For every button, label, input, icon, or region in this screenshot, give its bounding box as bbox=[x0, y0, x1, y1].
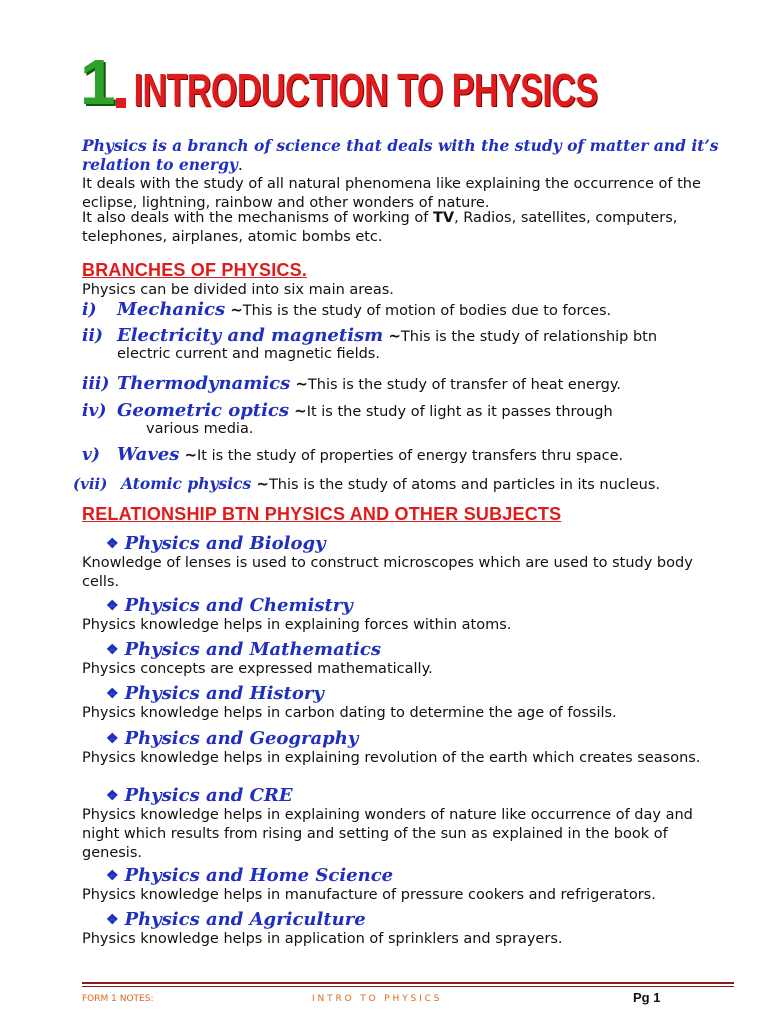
diamond-bullet-icon: ❖ bbox=[106, 597, 119, 614]
branch-tilde: ~ bbox=[256, 475, 269, 493]
relationship-text: Physics knowledge helps in explaining wonders of nature like occurrence of day and night which results from rising and setting of the sun as explained in the book of genesis. bbox=[82, 807, 693, 861]
branch-desc-cont: various media. bbox=[146, 421, 254, 437]
branch-item bbox=[82, 400, 732, 437]
intro-paragraph-2 bbox=[82, 209, 732, 247]
relationship-title bbox=[82, 785, 732, 806]
relationship-text: Physics knowledge helps in manufacture of pressure cookers and refrigerators. bbox=[82, 887, 656, 903]
intro-lead-text: Physics is a branch of science that deals with the study of matter and it’s relation to energy bbox=[82, 136, 719, 174]
chapter-title bbox=[80, 46, 598, 118]
relationship-title bbox=[82, 683, 732, 704]
branch-term: Thermodynamics bbox=[117, 373, 291, 394]
branch-desc-cont: electric current and magnetic fields. bbox=[117, 346, 380, 362]
branch-item bbox=[82, 325, 732, 362]
relationship-text: Physics knowledge helps in carbon dating to determine the age of fossils. bbox=[82, 705, 617, 721]
branch-item bbox=[82, 373, 732, 394]
branch-number: iv) bbox=[82, 401, 107, 421]
diamond-bullet-icon: ❖ bbox=[106, 787, 119, 804]
relationship-title-text: Physics and Mathematics bbox=[124, 639, 381, 660]
branch-number: iii) bbox=[82, 374, 110, 394]
branch-term: Waves bbox=[117, 444, 180, 465]
chapter-dot bbox=[116, 98, 126, 108]
relationship-text: Knowledge of lenses is used to construct microscopes which are used to study body cells. bbox=[82, 555, 693, 590]
branch-desc: This is the study of relationship btn bbox=[400, 329, 658, 345]
branch-desc: It is the study of properties of energy transfers thru space. bbox=[197, 448, 624, 464]
diamond-bullet-icon: ❖ bbox=[106, 911, 119, 928]
footer-rule-top bbox=[82, 982, 734, 984]
branch-item bbox=[82, 444, 732, 465]
footer-left: FORM 1 NOTES: bbox=[82, 994, 154, 1004]
relationship-title-text: Physics and History bbox=[124, 683, 324, 704]
diamond-bullet-icon: ❖ bbox=[106, 730, 119, 747]
relationship-item bbox=[82, 728, 732, 768]
relationship-text: Physics knowledge helps in explaining revolution of the earth which creates seasons. bbox=[82, 750, 701, 766]
branches-heading: BRANCHES OF PHYSICS. bbox=[82, 260, 308, 280]
relationship-text: Physics concepts are expressed mathematically. bbox=[82, 661, 433, 677]
branch-desc: It is the study of light as it passes through bbox=[306, 404, 613, 420]
relationship-title-text: Physics and Home Science bbox=[124, 865, 394, 886]
branch-desc: This is the study of atoms and particles in its nucleus. bbox=[268, 477, 661, 493]
intro-p2-bold: TV bbox=[432, 210, 455, 226]
relationship-item bbox=[82, 865, 732, 905]
relationship-text: Physics knowledge helps in application of sprinklers and sprayers. bbox=[82, 931, 563, 947]
relationship-title-text: Physics and CRE bbox=[124, 785, 293, 806]
diamond-bullet-icon: ❖ bbox=[106, 867, 119, 884]
branch-desc: This is the study of motion of bodies due to forces. bbox=[242, 303, 612, 319]
relationship-title-text: Physics and Geography bbox=[124, 728, 359, 749]
branch-term: Mechanics bbox=[117, 299, 226, 320]
diamond-bullet-icon: ❖ bbox=[106, 641, 119, 658]
branch-tilde: ~ bbox=[184, 446, 198, 464]
relationship-heading: RELATIONSHIP BTN PHYSICS AND OTHER SUBJECTS bbox=[82, 504, 562, 524]
branch-tilde: ~ bbox=[294, 402, 307, 420]
footer-center: I N T R O T O P H Y S I C S bbox=[312, 994, 440, 1004]
branch-number: (vii) bbox=[73, 475, 108, 493]
diamond-bullet-icon: ❖ bbox=[106, 685, 119, 702]
branch-tilde: ~ bbox=[230, 301, 243, 319]
relationship-item bbox=[82, 533, 732, 592]
intro-p2-end: , Radios, satellites, computers, telephones, airplanes, atomic bombs etc. bbox=[82, 210, 678, 245]
relationship-item bbox=[82, 909, 732, 949]
chapter-heading: INTRODUCTION TO PHYSICS bbox=[133, 65, 598, 117]
intro-paragraph-1: It deals with the study of all natural phenomena like explaining the occurrence of the eclipse, lightning, rainbow and other wonders of nature. bbox=[82, 176, 701, 211]
relationship-title-text: Physics and Chemistry bbox=[124, 595, 353, 616]
relationship-title bbox=[82, 639, 732, 660]
relationship-title bbox=[82, 595, 732, 616]
intro-lead-period: . bbox=[237, 156, 243, 174]
relationship-item bbox=[82, 683, 732, 723]
intro-p2-start: It also deals with the mechanisms of working of bbox=[82, 210, 433, 226]
relationship-title-text: Physics and Agriculture bbox=[124, 909, 366, 930]
branch-item bbox=[82, 299, 732, 320]
relationship-item bbox=[82, 595, 732, 635]
branch-term: Geometric optics bbox=[117, 400, 290, 421]
branch-item bbox=[73, 474, 733, 493]
branch-tilde: ~ bbox=[388, 327, 401, 345]
branch-desc: This is the study of transfer of heat energy. bbox=[307, 377, 621, 393]
relationship-title bbox=[82, 865, 732, 886]
relationship-title bbox=[82, 909, 732, 930]
branch-number: ii) bbox=[82, 326, 103, 346]
footer-rule-bottom bbox=[82, 986, 734, 987]
branches-intro: Physics can be divided into six main areas. bbox=[82, 282, 394, 298]
branch-number: v) bbox=[82, 445, 100, 465]
relationship-item bbox=[82, 639, 732, 679]
chapter-number: 1 bbox=[80, 46, 114, 118]
branch-tilde: ~ bbox=[295, 375, 308, 393]
branch-term: Atomic physics bbox=[121, 474, 252, 493]
page-number: Pg 1 bbox=[633, 990, 661, 1005]
relationship-title-text: Physics and Biology bbox=[124, 533, 326, 554]
relationship-item bbox=[82, 785, 732, 863]
relationship-title bbox=[82, 728, 732, 749]
diamond-bullet-icon: ❖ bbox=[106, 535, 119, 552]
branch-term: Electricity and magnetism bbox=[117, 325, 384, 346]
branch-number: i) bbox=[82, 300, 97, 320]
relationship-title bbox=[82, 533, 732, 554]
intro-definition bbox=[82, 136, 722, 175]
relationship-text: Physics knowledge helps in explaining forces within atoms. bbox=[82, 617, 512, 633]
